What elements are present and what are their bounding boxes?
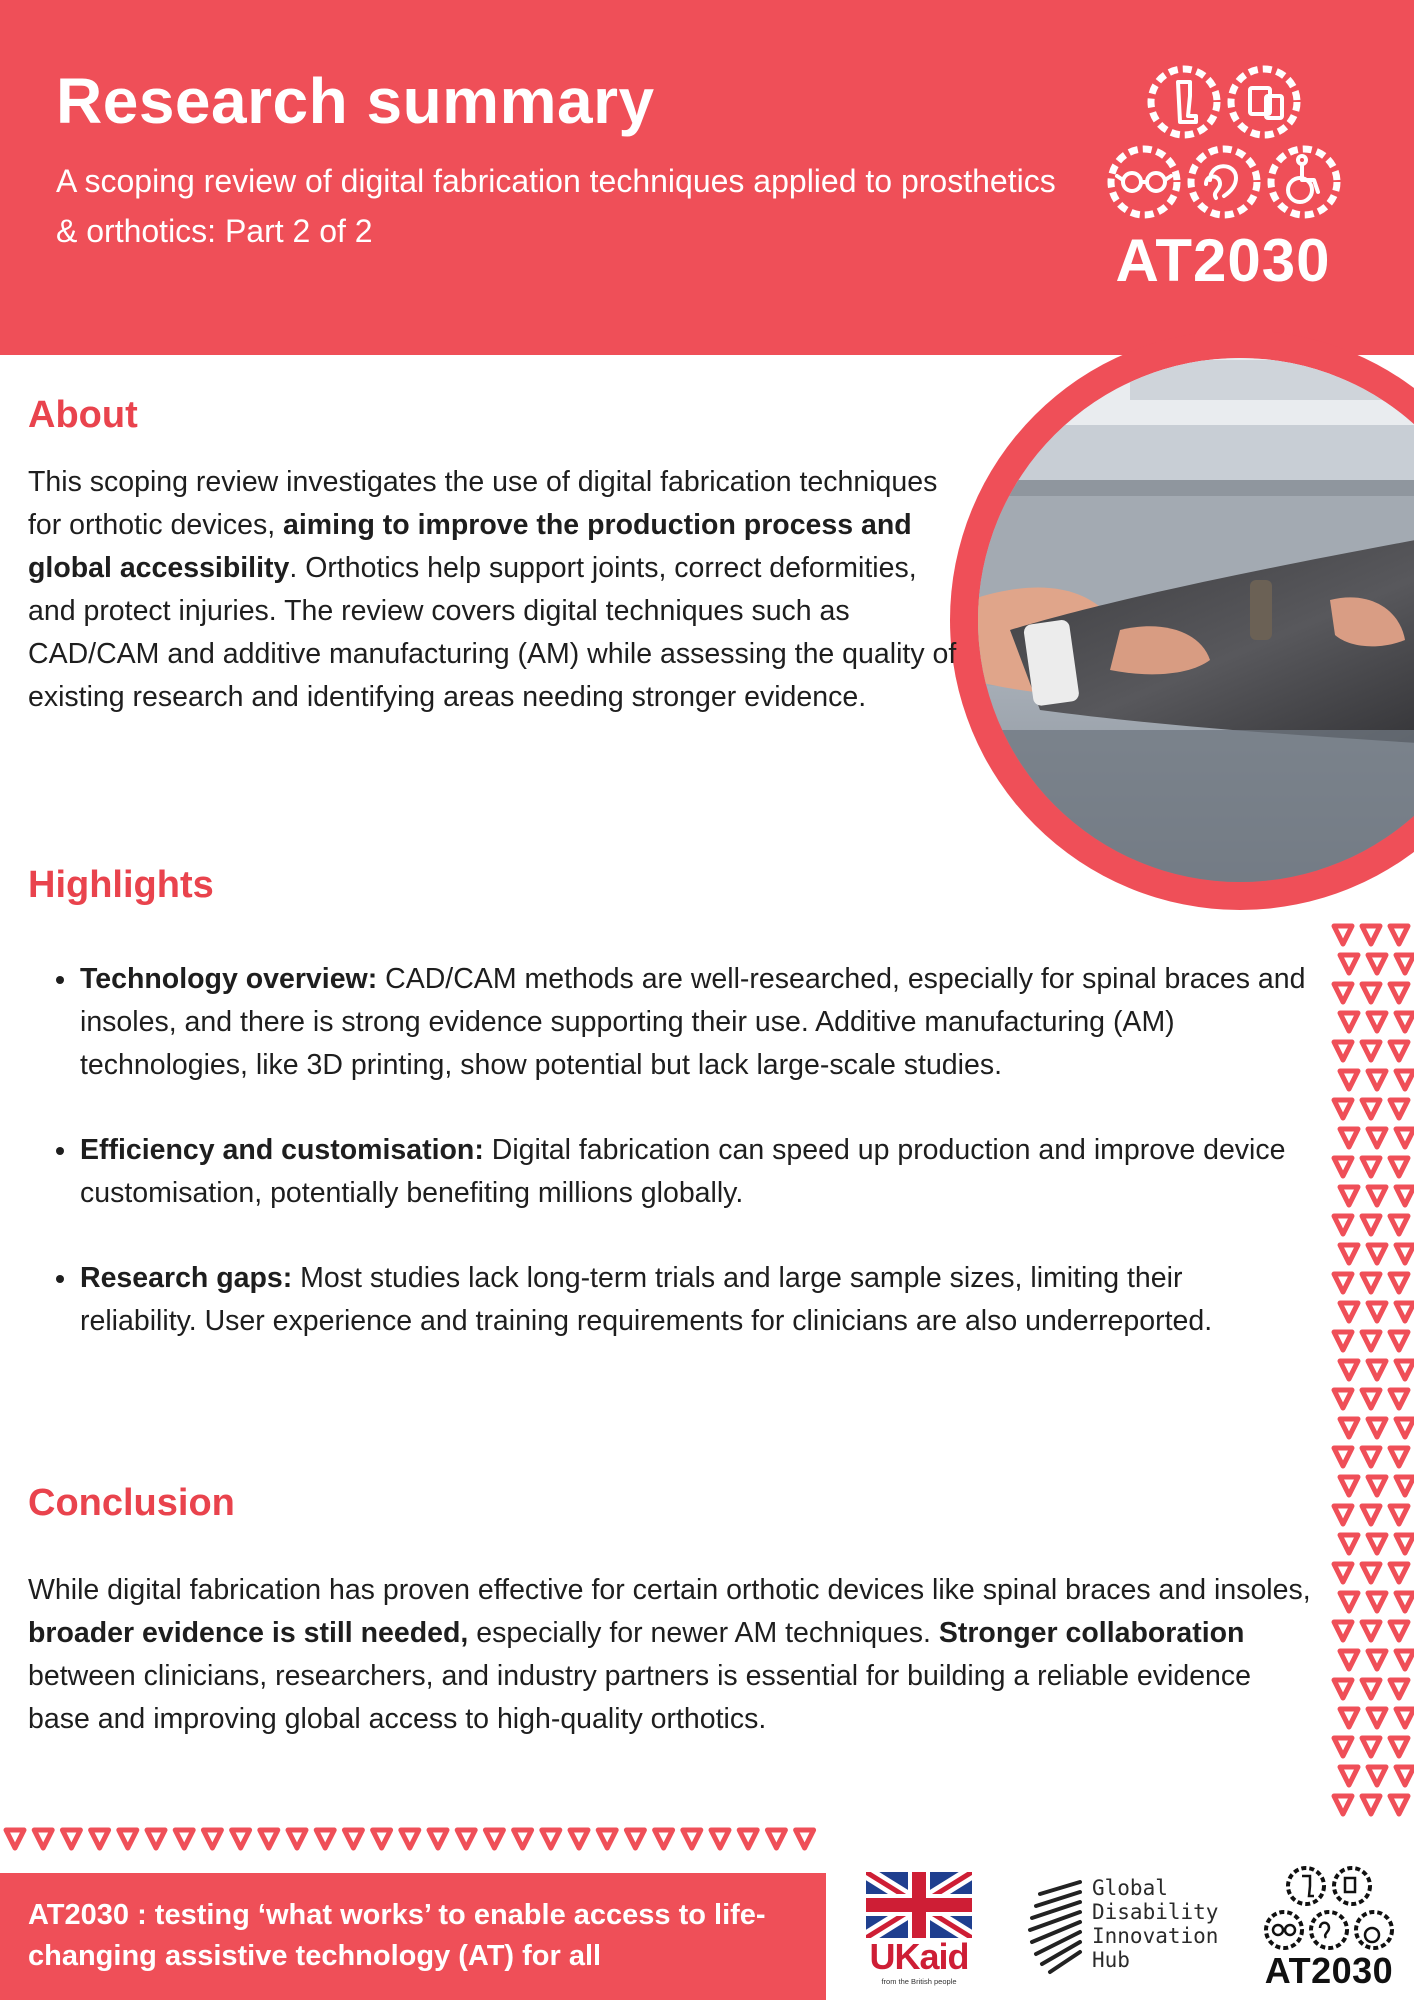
ukaid-logo-text: UKaid	[869, 1936, 969, 1977]
highlight-text: CAD/CAM methods are well-researched, especially for spinal braces and insoles, and there is strong evidence supporting their use. Additive manufacturing (AM) technologies, like 3D printing, show potential but lack large-scale studies.	[80, 963, 1306, 1081]
triangle-icon	[1368, 1187, 1386, 1205]
about-text-bold: aiming to improve the production process and global accessibility	[28, 509, 912, 584]
triangle-icon	[1368, 1071, 1386, 1089]
triangle-pattern-bottom	[0, 1822, 820, 1862]
triangle-icon	[1390, 1506, 1408, 1524]
triangle-icon	[1340, 1651, 1358, 1669]
conclusion-text-1: While digital fabrication has proven effective for certain orthotic devices like spinal braces and insoles,	[28, 1574, 1311, 1606]
triangle-icon	[1340, 1129, 1358, 1147]
triangle-icon	[1340, 1245, 1358, 1263]
triangle-icon	[1396, 1535, 1414, 1553]
triangle-icon	[1368, 1245, 1386, 1263]
highlights-list	[56, 958, 1306, 1385]
triangle-icon	[1396, 1709, 1414, 1727]
page-title: Research summary	[56, 65, 655, 137]
triangle-icon	[1396, 1593, 1414, 1611]
triangle-icon	[1334, 984, 1352, 1002]
triangle-icon	[1362, 1042, 1380, 1060]
triangle-icon	[1362, 1216, 1380, 1234]
prosthetic-arm-photo	[950, 330, 1414, 910]
triangle-icon	[1396, 1013, 1414, 1031]
conclusion-text-2: especially for newer AM techniques.	[468, 1617, 939, 1649]
triangle-icon	[1340, 1361, 1358, 1379]
triangle-icon	[1340, 1071, 1358, 1089]
triangle-icon	[1362, 926, 1380, 944]
triangle-icon	[1334, 1506, 1352, 1524]
about-heading: About	[28, 394, 138, 436]
triangle-icon	[316, 1830, 334, 1848]
triangle-icon	[401, 1830, 419, 1848]
triangle-icon	[1396, 1187, 1414, 1205]
triangle-icon	[1362, 984, 1380, 1002]
ukaid-tagline: from the British people	[881, 1977, 957, 1986]
page-subtitle: A scoping review of digital fabrication techniques applied to prosthetics & orthotics: Part 2 of 2	[56, 163, 1056, 249]
triangle-icon	[1368, 1593, 1386, 1611]
triangle-icon	[1390, 926, 1408, 944]
triangle-pattern-icon	[0, 1822, 820, 1862]
triangle-icon	[796, 1830, 814, 1848]
highlight-item-efficiency	[56, 1129, 1306, 1215]
triangle-icon	[1390, 1274, 1408, 1292]
triangle-pattern-right	[1330, 920, 1414, 1840]
triangle-icon	[683, 1830, 701, 1848]
triangle-icon	[1334, 1680, 1352, 1698]
conclusion-paragraph	[28, 1569, 1318, 1741]
triangle-icon	[1334, 1796, 1352, 1814]
triangle-icon	[1368, 1535, 1386, 1553]
triangle-icon	[1390, 1564, 1408, 1582]
triangle-icon	[570, 1830, 588, 1848]
triangle-icon	[1362, 1158, 1380, 1176]
triangle-icon	[1396, 1651, 1414, 1669]
triangle-icon	[232, 1830, 250, 1848]
conclusion-bold-2: Stronger collaboration	[938, 1617, 1245, 1649]
triangle-icon	[119, 1830, 137, 1848]
about-text-2: . Orthotics help support joints, correct deformities, and protect injuries. The review covers digital techniques such as CAD/CAM and additive manufacturing (AM) while assessing the quality of existing research and identifying areas needing stronger evidence.	[28, 552, 957, 713]
triangle-icon	[1368, 1361, 1386, 1379]
highlight-text: Digital fabrication can speed up production and improve device customisation, potentially benefiting millions globally.	[80, 1134, 1286, 1209]
triangle-icon	[1396, 1361, 1414, 1379]
prosthetic-photo-frame	[950, 330, 1414, 910]
highlight-label: Technology overview:	[80, 963, 378, 995]
triangle-icon	[1334, 1216, 1352, 1234]
triangle-icon	[514, 1830, 532, 1848]
highlight-item-research-gaps	[56, 1257, 1306, 1343]
triangle-icon	[1368, 1477, 1386, 1495]
at2030-icon-cluster	[1088, 64, 1358, 229]
triangle-icon	[1390, 1680, 1408, 1698]
triangle-icon	[1340, 1419, 1358, 1437]
triangle-icon	[1334, 1448, 1352, 1466]
at2030-logo	[1088, 64, 1358, 294]
triangle-icon	[1340, 1477, 1358, 1495]
uk-flag-icon	[866, 1872, 972, 1938]
triangle-icon	[1362, 1622, 1380, 1640]
triangle-icon	[1390, 1796, 1408, 1814]
triangle-icon	[1340, 1535, 1358, 1553]
triangle-icon	[457, 1830, 475, 1848]
triangle-icon	[344, 1830, 362, 1848]
triangle-icon	[1390, 1390, 1408, 1408]
triangle-icon	[1396, 1071, 1414, 1089]
triangle-icon	[1396, 1129, 1414, 1147]
triangle-icon	[34, 1830, 52, 1848]
triangle-icon	[1334, 1042, 1352, 1060]
triangle-icon	[147, 1830, 165, 1848]
triangle-icon	[1396, 1477, 1414, 1495]
triangle-icon	[1390, 1738, 1408, 1756]
highlights-heading: Highlights	[28, 864, 214, 906]
triangle-icon	[655, 1830, 673, 1848]
triangle-icon	[767, 1830, 785, 1848]
triangle-icon	[1362, 1448, 1380, 1466]
triangle-icon	[1396, 1419, 1414, 1437]
triangle-icon	[203, 1830, 221, 1848]
footer-banner	[0, 1873, 826, 2000]
highlight-label: Efficiency and customisation:	[80, 1134, 484, 1166]
triangle-icon	[1362, 1332, 1380, 1350]
triangle-icon	[1334, 1390, 1352, 1408]
triangle-icon	[1368, 1651, 1386, 1669]
triangle-icon	[429, 1830, 447, 1848]
triangle-icon	[1340, 1303, 1358, 1321]
about-text-1: This scoping review investigates the use of digital fabrication techniques for orthotic devices,	[28, 466, 938, 541]
conclusion-text-3: between clinicians, researchers, and industry partners is essential for building a reliable evidence base and improving global access to high-quality orthotics.	[28, 1660, 1251, 1735]
triangle-pattern-icon	[1330, 920, 1414, 1840]
triangle-icon	[1368, 1767, 1386, 1785]
triangle-icon	[1368, 1709, 1386, 1727]
header-banner	[0, 0, 1414, 355]
highlight-label: Research gaps:	[80, 1262, 293, 1294]
triangle-icon	[62, 1830, 80, 1848]
gdih-logo-icon	[1020, 1868, 1092, 1978]
triangle-icon	[1362, 1390, 1380, 1408]
triangle-icon	[1396, 1245, 1414, 1263]
triangle-icon	[1334, 1622, 1352, 1640]
triangle-icon	[1390, 1100, 1408, 1118]
triangle-icon	[1368, 1129, 1386, 1147]
triangle-icon	[1390, 1216, 1408, 1234]
triangle-icon	[1362, 1564, 1380, 1582]
triangle-icon	[1334, 1158, 1352, 1176]
triangle-icon	[1390, 1158, 1408, 1176]
triangle-icon	[1368, 1419, 1386, 1437]
triangle-icon	[1368, 955, 1386, 973]
triangle-icon	[542, 1830, 560, 1848]
about-paragraph	[28, 461, 968, 719]
triangle-icon	[598, 1830, 616, 1848]
triangle-icon	[1334, 1332, 1352, 1350]
footer-tagline: AT2030 : testing ‘what works’ to enable access to life-changing assistive technology (AT) for all	[28, 1899, 766, 1972]
conclusion-bold-1: broader evidence is still needed,	[28, 1617, 469, 1649]
at2030-footer-logo-text: AT2030	[1264, 1950, 1394, 1991]
highlight-item-technology	[56, 958, 1306, 1087]
triangle-icon	[1368, 1013, 1386, 1031]
triangle-icon	[1362, 1506, 1380, 1524]
triangle-icon	[739, 1830, 757, 1848]
triangle-icon	[1334, 1274, 1352, 1292]
triangle-icon	[1340, 1709, 1358, 1727]
triangle-icon	[1396, 955, 1414, 973]
triangle-icon	[1390, 984, 1408, 1002]
triangle-icon	[1334, 1564, 1352, 1582]
triangle-icon	[288, 1830, 306, 1848]
triangle-icon	[1362, 1796, 1380, 1814]
triangle-icon	[711, 1830, 729, 1848]
triangle-icon	[1362, 1274, 1380, 1292]
triangle-icon	[1340, 955, 1358, 973]
triangle-icon	[1368, 1303, 1386, 1321]
triangle-icon	[1390, 1622, 1408, 1640]
triangle-icon	[1340, 1593, 1358, 1611]
triangle-icon	[260, 1830, 278, 1848]
triangle-icon	[1334, 926, 1352, 944]
triangle-icon	[175, 1830, 193, 1848]
triangle-icon	[373, 1830, 391, 1848]
gdih-logo-text: Global Disability Innovation Hub	[1092, 1876, 1219, 1972]
triangle-icon	[626, 1830, 644, 1848]
triangle-icon	[1390, 1448, 1408, 1466]
triangle-icon	[1396, 1767, 1414, 1785]
at2030-logo-text: AT2030	[1115, 227, 1331, 294]
triangle-icon	[1390, 1332, 1408, 1350]
at2030-footer-icon-cluster	[1254, 1864, 1404, 1954]
triangle-icon	[1396, 1303, 1414, 1321]
triangle-icon	[1390, 1042, 1408, 1060]
triangle-icon	[6, 1830, 24, 1848]
triangle-icon	[1362, 1680, 1380, 1698]
triangle-icon	[1362, 1100, 1380, 1118]
triangle-icon	[1362, 1738, 1380, 1756]
triangle-icon	[91, 1830, 109, 1848]
triangle-icon	[1334, 1738, 1352, 1756]
triangle-icon	[1334, 1100, 1352, 1118]
triangle-icon	[1340, 1187, 1358, 1205]
triangle-icon	[1340, 1767, 1358, 1785]
highlight-text: Most studies lack long-term trials and large sample sizes, limiting their reliability. User experience and training requirements for clinicians are also underreported.	[80, 1262, 1213, 1337]
conclusion-heading: Conclusion	[28, 1482, 235, 1524]
triangle-icon	[485, 1830, 503, 1848]
triangle-icon	[1340, 1013, 1358, 1031]
